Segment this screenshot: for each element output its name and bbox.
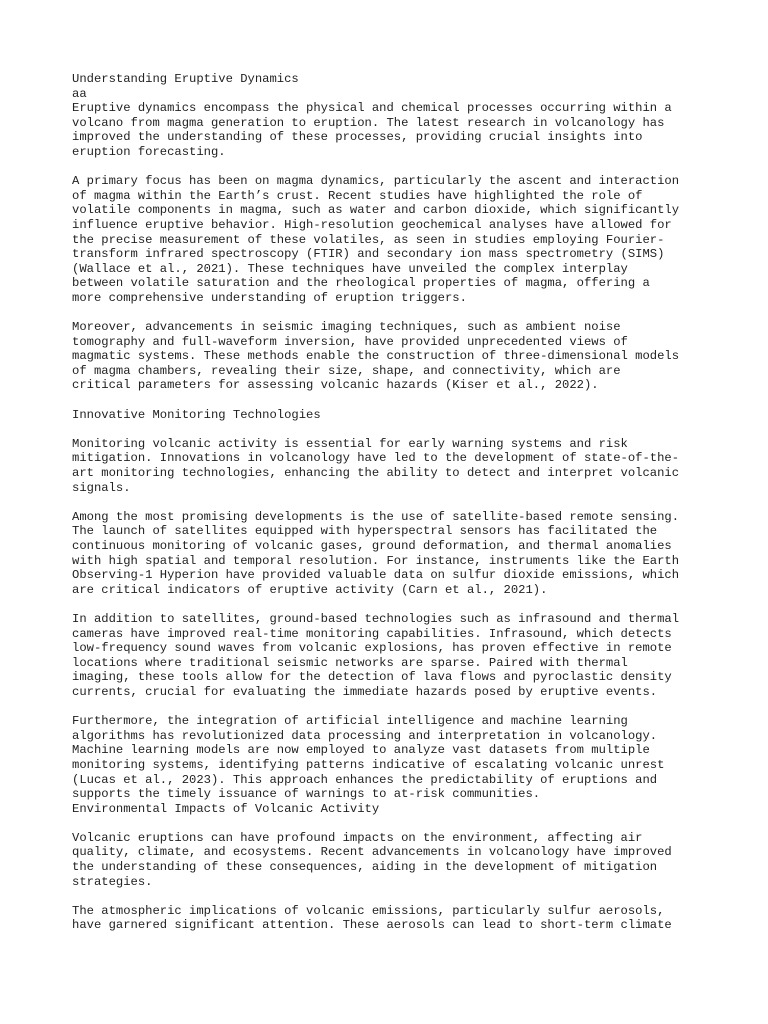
paragraph-line: with high spatial and temporal resolution. For instance, instruments like the Earth bbox=[72, 553, 680, 568]
paragraph bbox=[72, 831, 708, 889]
paragraph-line: the precise measurement of these volatiles, as seen in studies employing Fourier- bbox=[72, 232, 665, 247]
paragraph-line: quality, climate, and ecosystems. Recent advancements in volcanology have improved bbox=[72, 845, 672, 860]
paragraph-line: of magma within the Earth’s crust. Recent studies have highlighted the role of bbox=[72, 188, 643, 203]
paragraph-line: tomography and full-waveform inversion, have provided unprecedented views of bbox=[72, 334, 628, 349]
paragraph-spacer bbox=[72, 393, 708, 408]
paragraph-line: signals. bbox=[72, 480, 131, 495]
section-heading bbox=[72, 408, 708, 423]
paragraph-line: art monitoring technologies, enhancing the ability to detect and interpret volcanic bbox=[72, 466, 680, 481]
paragraph-line: Volcanic eruptions can have profound impacts on the environment, affecting air bbox=[72, 830, 643, 845]
paragraph-line: strategies. bbox=[72, 874, 153, 889]
paragraph-spacer bbox=[72, 597, 708, 612]
paragraph bbox=[72, 174, 708, 305]
paragraph-line: Monitoring volcanic activity is essential for early warning systems and risk bbox=[72, 436, 628, 451]
document-title: Understanding Eruptive Dynamics bbox=[72, 72, 299, 86]
paragraph-spacer bbox=[72, 160, 708, 175]
paragraph-line: low-frequency sound waves from volcanic explosions, has proven effective in remote bbox=[72, 641, 672, 656]
paragraph-spacer bbox=[72, 700, 708, 715]
paragraph-line: transform infrared spectroscopy (FTIR) and secondary ion mass spectrometry (SIMS) bbox=[72, 247, 665, 262]
paragraph bbox=[72, 612, 708, 700]
paragraph bbox=[72, 904, 708, 933]
paragraph-line: Eruptive dynamics encompass the physical and chemical processes occurring within a bbox=[72, 101, 672, 116]
paragraph-line: Observing-1 Hyperion have provided valuable data on sulfur dioxide emissions, which bbox=[72, 568, 680, 583]
paragraph-line: have garnered significant attention. These aerosols can lead to short-term climate bbox=[72, 918, 672, 933]
paragraph-line: continuous monitoring of volcanic gases, ground deformation, and thermal anomalies bbox=[72, 539, 672, 553]
paragraph bbox=[72, 437, 708, 495]
paragraph-line: volcano from magma generation to eruption. The latest research in volcanology has bbox=[72, 115, 665, 130]
section-heading bbox=[72, 802, 708, 817]
paragraph bbox=[72, 320, 708, 393]
paragraph-spacer bbox=[72, 495, 708, 510]
paragraph-line: imaging, these tools allow for the detection of lava flows and pyroclastic density bbox=[72, 670, 672, 685]
section-heading-text: Innovative Monitoring Technologies bbox=[72, 407, 321, 422]
paragraph-spacer bbox=[72, 306, 708, 321]
paragraph-line: (Lucas et al., 2023). This approach enhances the predictability of eruptions and bbox=[72, 772, 658, 787]
paragraph-line: supports the timely issuance of warnings to at-risk communities. bbox=[72, 787, 541, 802]
paragraph-line: critical parameters for assessing volcanic hazards (Kiser et al., 2022). bbox=[72, 378, 599, 393]
paragraph-spacer bbox=[72, 889, 708, 904]
paragraph-line: Furthermore, the integration of artificial intelligence and machine learning bbox=[72, 714, 628, 729]
paragraph-line: The atmospheric implications of volcanic emissions, particularly sulfur aerosols, bbox=[72, 903, 665, 918]
paragraph-line: more comprehensive understanding of eruption triggers. bbox=[72, 290, 467, 305]
paragraph bbox=[72, 714, 708, 802]
paragraph-spacer bbox=[72, 422, 708, 437]
paragraph-line: monitoring systems, identifying patterns indicative of escalating volcanic unrest bbox=[72, 757, 665, 772]
paragraph-line: Among the most promising developments is the use of satellite-based remote sensing. bbox=[72, 509, 680, 524]
section-heading-text: Environmental Impacts of Volcanic Activity bbox=[72, 801, 380, 816]
paragraph-line: Machine learning models are now employed to analyze vast datasets from multiple bbox=[72, 743, 650, 758]
document-subtitle: aa bbox=[72, 86, 87, 101]
paragraph-line: (Wallace et al., 2021). These techniques have unveiled the complex interplay bbox=[72, 261, 628, 276]
paragraph-line: locations where traditional seismic networks are sparse. Paired with thermal bbox=[72, 655, 628, 670]
paragraph-line: of magma chambers, revealing their size, shape, and connectivity, which are bbox=[72, 363, 621, 378]
paragraph-line: A primary focus has been on magma dynamics, particularly the ascent and interaction bbox=[72, 174, 680, 189]
paragraph-line: Moreover, advancements in seismic imaging techniques, such as ambient noise bbox=[72, 320, 621, 335]
paragraph bbox=[72, 101, 708, 159]
paragraph-line: are critical indicators of eruptive activity (Carn et al., 2021). bbox=[72, 582, 548, 597]
paragraph-line: the understanding of these consequences, aiding in the development of mitigation bbox=[72, 860, 658, 875]
paragraph-line: volatile components in magma, such as water and carbon dioxide, which significantly bbox=[72, 203, 680, 218]
paragraph-line: algorithms has revolutionized data processing and interpretation in volcanology. bbox=[72, 728, 658, 743]
document-body bbox=[72, 72, 708, 933]
paragraph-line: mitigation. Innovations in volcanology have led to the development of state-of-the- bbox=[72, 451, 680, 466]
paragraph-line: eruption forecasting. bbox=[72, 144, 226, 159]
document-blocks bbox=[72, 101, 708, 933]
paragraph-line: improved the understanding of these processes, providing crucial insights into bbox=[72, 130, 643, 145]
paragraph-line: cameras have improved real-time monitoring capabilities. Infrasound, which detects bbox=[72, 626, 672, 641]
paragraph-line: In addition to satellites, ground-based technologies such as infrasound and thermal bbox=[72, 611, 680, 626]
paragraph bbox=[72, 510, 708, 598]
paragraph-line: influence eruptive behavior. High-resolution geochemical analyses have allowed for bbox=[72, 217, 672, 232]
paragraph-line: between volatile saturation and the rheological properties of magma, offering a bbox=[72, 276, 650, 291]
paragraph-line: currents, crucial for evaluating the immediate hazards posed by eruptive events. bbox=[72, 684, 658, 699]
paragraph-line: The launch of satellites equipped with hyperspectral sensors has facilitated the bbox=[72, 524, 658, 539]
paragraph-spacer bbox=[72, 816, 708, 831]
paragraph-line: magmatic systems. These methods enable the construction of three-dimensional models bbox=[72, 349, 680, 364]
